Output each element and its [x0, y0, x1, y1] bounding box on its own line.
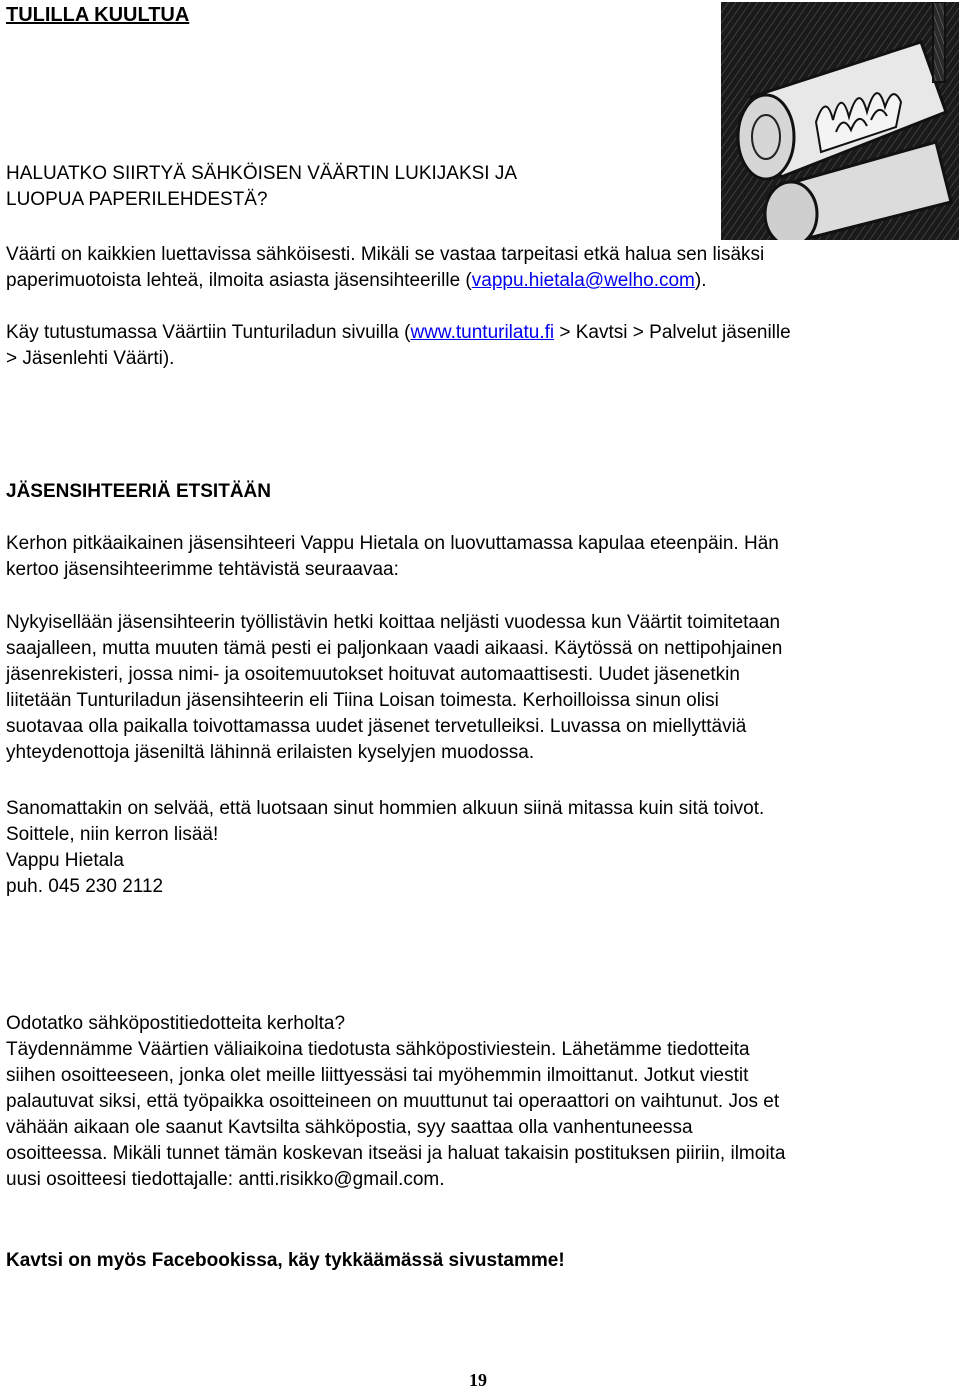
paragraph-secretary-intro [6, 531, 779, 583]
facebook-callout: Kavtsi on myös Facebookissa, käy tykkäämässä sivustamme! [6, 1250, 565, 1271]
paragraph-line: jäsenrekisteri, jossa nimi- ja osoitemuutokset hoituvat automaattisesti. Uudet jäsenetkin [6, 664, 740, 685]
paragraph-line: liitetään Tunturiladun jäsensihteerin eli Tiina Loisan toimesta. Kerhoilloissa sinun olisi [6, 690, 719, 711]
paragraph-line: siihen osoitteeseen, jonka olet meille liittyessäsi tai myöhemmin ilmoittanut. Jotkut viestit [6, 1065, 749, 1086]
paragraph-line: suotavaa olla paikalla toivottamassa uudet jäsenet tervetulleiksi. Luvassa on miellyttäviä [6, 716, 747, 737]
section-email-notices [6, 1011, 785, 1193]
contact-phone: puh. 045 230 2112 [6, 876, 164, 897]
paragraph-line: Soittele, niin kerron lisää! [6, 824, 219, 845]
paragraph-line: vähään aikaan ole saanut Kavtsilta sähköpostia, syy saattaa olla vanhentuneessa [6, 1117, 693, 1138]
paragraph-line: palautuvat siksi, että työpaikka osoitteineen on muuttunut tai operaattori on vaihtunut. Jos et [6, 1091, 780, 1112]
paragraph-line: Väärti on kaikkien luettavissa sähköisesti. Mikäli se vastaa tarpeitasi etkä halua sen lisäksi [6, 244, 765, 265]
paragraph-line: Sanomattakin on selvää, että luotsaan sinut hommien alkuun siinä mitassa kuin sitä toivot. [6, 798, 765, 819]
paragraph-line: Täydennämme Väärtien väliaikoina tiedotusta sähköpostiviestein. Lähetämme tiedotteita [6, 1039, 750, 1060]
paragraph-text: paperimuotoista lehteä, ilmoita asiasta jäsensihteerille ( [6, 270, 472, 291]
paragraph-website-visit [6, 320, 791, 372]
paragraph-line: osoitteessa. Mikäli tunnet tämän koskevan itseäsi ja haluat takaisin postituksen piiriin, ilmoita [6, 1143, 786, 1164]
page-number: 19 [469, 1370, 487, 1390]
paragraph-line: Kerhon pitkäaikainen jäsensihteeri Vappu Hietala on luovuttamassa kapulaa eteenpäin. Hän [6, 533, 779, 554]
email-link-vappu[interactable]: vappu.hietala@welho.com [471, 270, 695, 291]
paragraph-line: kertoo jäsensihteerimme tehtävistä seuraavaa: [6, 559, 399, 580]
section-title-secretary-wanted: JÄSENSIHTEERIÄ ETSITÄÄN [6, 481, 271, 502]
paragraph-secretary-duties [6, 610, 782, 766]
paragraph-text: ). [694, 270, 707, 291]
paragraph-line: saajalleen, mutta muuten tämä pesti ei paljonkaan vaadi aikaasi. Käytössä on nettipohjainen [6, 638, 783, 659]
section-title-line: HALUATKO SIIRTYÄ SÄHKÖISEN VÄÄRTIN LUKIJAKSI JA [6, 163, 518, 184]
campfire-logs-illustration [721, 2, 959, 240]
paragraph-line [6, 320, 791, 346]
page-heading: TULILLA KUULTUA [6, 4, 190, 26]
section-title-electronic-subscription [6, 161, 517, 213]
paragraph-text: Käy tutustumassa Väärtiin Tunturiladun sivuilla ( [6, 322, 411, 343]
contact-name: Vappu Hietala [6, 850, 124, 871]
paragraph-line: > Jäsenlehti Väärti). [6, 348, 175, 369]
paragraph-line: yhteydenottoja jäseniltä lähinnä erilaisten kyselyjen muodossa. [6, 742, 535, 763]
paragraph-text: > Kavtsi > Palvelut jäsenille [554, 322, 791, 343]
section-title-email-notices: Odotatko sähköpostitiedotteita kerholta? [6, 1013, 346, 1034]
paragraph-line [6, 268, 764, 294]
campfire-logs-sketch-icon [721, 2, 959, 240]
website-link-tunturilatu[interactable]: www.tunturilatu.fi [410, 322, 555, 343]
paragraph-line: uusi osoitteesi tiedottajalle: antti.risikko@gmail.com. [6, 1169, 445, 1190]
paragraph-electronic-reading [6, 242, 764, 294]
paragraph-secretary-contact [6, 796, 764, 900]
paragraph-line: Nykyisellään jäsensihteerin työllistävin hetki koittaa neljästi vuodessa kun Väärtit toimitetaan [6, 612, 781, 633]
section-title-line: LUOPUA PAPERILEHDESTÄ? [6, 189, 268, 210]
